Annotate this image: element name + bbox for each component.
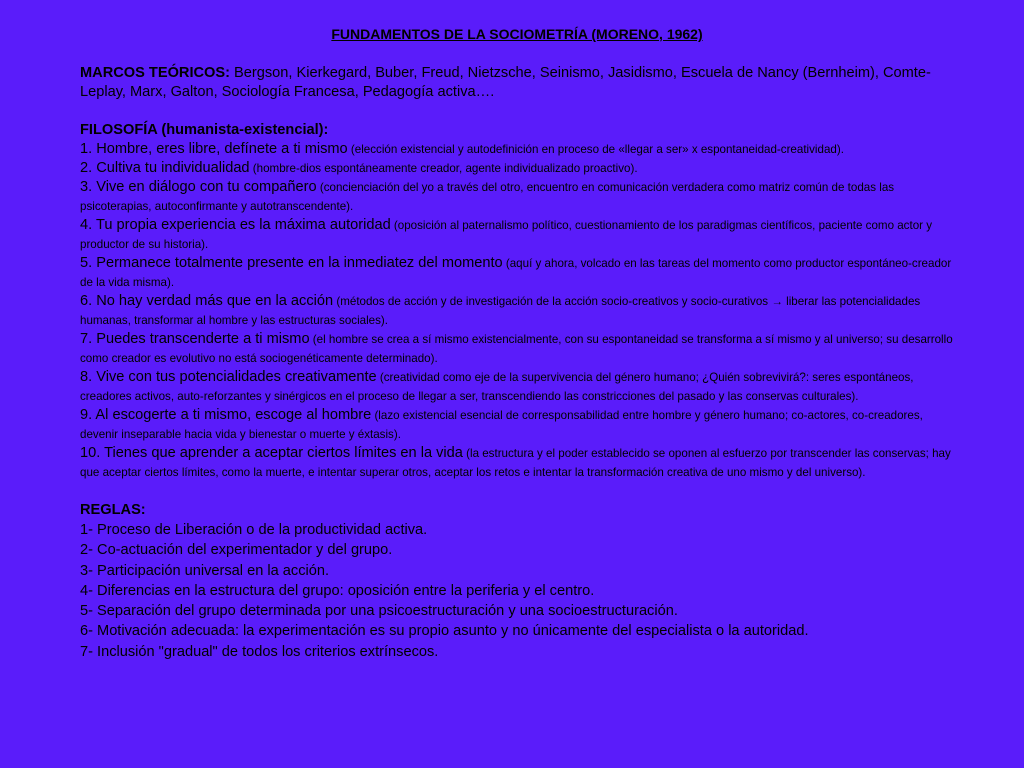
filosofia-item-9 [80,406,954,444]
reglas-heading: REGLAS: [80,502,146,518]
regla-item-5: 5- Separación del grupo determinada por una psicoestructuración y una socioestructuración. [80,603,678,620]
filosofia-item-6 [80,292,954,330]
filosofia-item-note: (la estructura y el poder establecido se oponen al esfuerzo por transcender las conservas; hay que aceptar ciertos límites, como la muerte, e intentar superar otros, aceptar los retos e intentar la transformación creativa de uno mismo y del universo). [80,447,951,479]
filosofia-item-main: 2. Cultiva tu individualidad [80,160,250,176]
filosofia-item-4 [80,216,954,254]
filosofia-item-main: 3. Vive en diálogo con tu compañero [80,179,317,195]
filosofia-item-note: (creatividad como eje de la supervivencia del género humano; ¿Quién sobrevivirá?: seres espontáneos, creadores activos, auto-reforzantes y sinérgicos en el proceso de llegar a ser, transcendiendo las constricciones del pasado y las conservas culturales). [80,371,914,403]
filosofia-item-main: 8. Vive con tus potencialidades creativamente [80,369,377,385]
filosofia-item-10 [80,444,954,482]
filosofia-item-main: 1. Hombre, eres libre, defínete a ti mismo [80,141,348,157]
filosofia-item-3 [80,178,954,216]
filosofia-item-note: (concienciación del yo a través del otro, encuentro en comunicación verdadera como matriz común de todas las psicoterapias, autoconfirmante y autotranscendente). [80,181,895,213]
marcos-teoricos-paragraph [80,64,954,102]
filosofia-item-note: (hombre-dios espontáneamente creador, agente individualizado proactivo). [249,162,638,175]
filosofia-item-2 [80,159,954,178]
filosofia-item-5 [80,254,954,292]
filosofia-item-note: (lazo existencial esencial de corresponsabilidad entre hombre y género humano; co-actores, co-creadores, devenir inseparable hacia vida y bienestar o muerte y éxtasis). [80,409,923,441]
filosofia-item-note: (elección existencial y autodefinición en proceso de «llegar a ser» x espontaneidad-creatividad). [347,143,844,156]
marcos-teoricos-heading: MARCOS TEÓRICOS: [80,65,230,81]
regla-item-3: 3- Participación universal en la acción. [80,562,330,579]
filosofia-heading: FILOSOFÍA (humanista-existencial): [80,122,329,138]
filosofia-item-7 [80,330,954,368]
reglas-list [80,520,954,662]
filosofia-item-main: 5. Permanece totalmente presente en la inmediatez del momento [80,255,503,271]
marcos-teoricos-text: Bergson, Kierkegard, Buber, Freud, Nietzsche, Seinismo, Jasidismo, Escuela de Nancy (Bernheim), Comte-Leplay, Marx, Galton, Sociología Francesa, Pedagogía activa…. [80,65,931,100]
filosofia-item-main: 7. Puedes transcenderte a ti mismo [80,331,310,347]
regla-item-6: 6- Motivación adecuada: la experimentación es su propio asunto y no únicamente del especialista o la autoridad. [80,623,809,640]
spacer [80,482,954,501]
filosofia-item-note: (el hombre se crea a sí mismo existencialmente, con su espontaneidad se transforma a sí mismo y al universo; su desarrollo como creador es evolutivo no está sociogenéticamente determinado). [80,333,953,365]
filosofia-item-note: (oposición al paternalismo político, cuestionamiento de los paradigmas científicos, paciente como actor y productor de su historia). [80,219,933,251]
filosofia-item-1 [80,140,954,159]
regla-item-7: 7- Inclusión "gradual" de todos los criterios extrínsecos. [80,643,439,660]
filosofia-item-main: 10. Tienes que aprender a aceptar ciertos límites en la vida [80,445,463,461]
regla-item-1: 1- Proceso de Liberación o de la productividad activa. [80,522,428,538]
filosofia-item-main: 4. Tu propia experiencia es la máxima autoridad [80,217,391,233]
filosofia-item-8 [80,368,954,406]
regla-item-2: 2- Co-actuación del experimentador y del grupo. [80,542,393,559]
spacer [80,102,954,121]
filosofia-item-main: 9. Al escogerte a ti mismo, escoge al hombre [80,407,372,423]
filosofia-item-main: 6. No hay verdad más que en la acción [80,293,334,309]
regla-item-4: 4- Diferencias en la estructura del grupo: oposición entre la periferia y el centro. [80,582,595,599]
filosofia-list [80,140,954,482]
filosofia-item-note: (métodos de acción y de investigación de la acción socio-creativos y socio-curativos → liberar las potencialidades humanas, transformar al hombre y las estructuras sociales). [80,295,921,327]
filosofia-item-note: (aquí y ahora, volcado en las tareas del momento como productor espontáneo-creador de la vida misma). [80,257,952,289]
slide-title: FUNDAMENTOS DE LA SOCIOMETRÍA (MORENO, 1962) [331,26,703,42]
